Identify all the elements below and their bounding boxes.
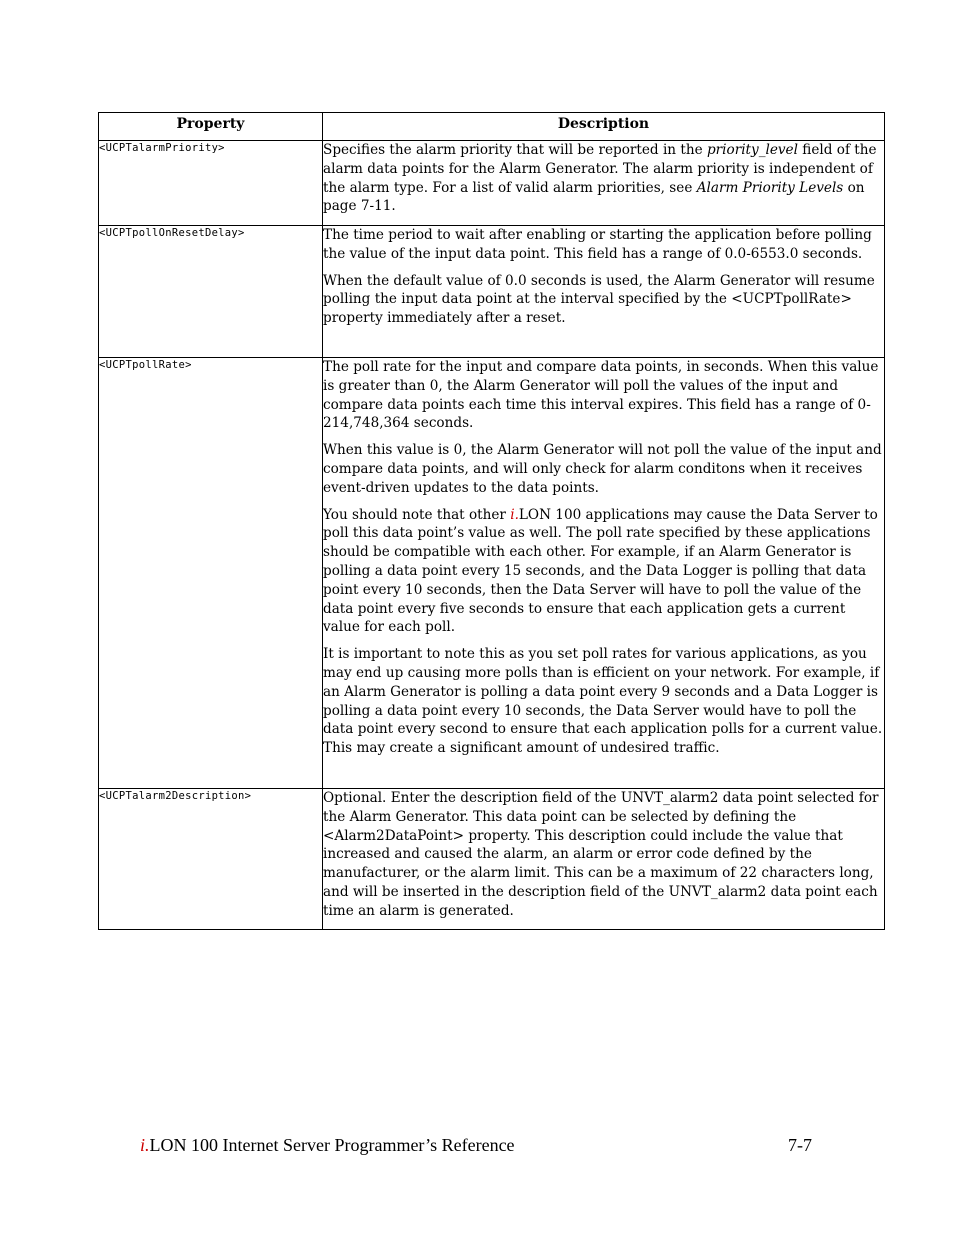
- text-run: Specifies the alarm priority that will be reported in the: [323, 142, 707, 158]
- description-paragraph: [323, 506, 884, 638]
- cross-reference-link[interactable]: Alarm Priority Levels: [696, 179, 844, 196]
- text-run: field of the alarm data points for the Alarm Generator. The alarm priority is independent of the alarm type. For a list of valid alarm priorities, see: [323, 142, 877, 196]
- property-name: <UCPTalarm2Description>: [99, 789, 323, 930]
- property-table: [98, 112, 885, 930]
- text-run: LON 100 applications may cause the Data Server to poll this data point’s value as well. The poll rate specified by these applications should be compatible with each other. For example, if an Alarm Generator is polling a data point every 15 seconds, and the Data Logger is polling that data point every 10 seconds, then the Data Server will have to poll the value of the data point every five seconds to ensure that each application gets a current value for each poll.: [323, 506, 878, 636]
- brand-prefix: i.: [140, 1135, 150, 1155]
- description-paragraph: Optional. Enter the description field of the UNVT_alarm2 data point selected for the Alarm Generator. This data point can be selected by defining the <Alarm2DataPoint> property. This description could include the value that increased and caused the alarm, an alarm or error code defined by the manufacturer, or the alarm limit. This can be a maximum of 22 characters long, and will be inserted in the description field of the UNVT_alarm2 data point each time an alarm is generated.: [323, 790, 879, 919]
- property-description: [323, 141, 885, 226]
- page-footer-title: [140, 1135, 515, 1156]
- property-column-header: Property: [99, 113, 323, 141]
- property-name: <UCPTpollOnResetDelay>: [99, 226, 323, 358]
- property-name: <UCPTpollRate>: [99, 358, 323, 789]
- table-row: [99, 226, 885, 358]
- property-description: [323, 226, 885, 358]
- description-paragraph: The poll rate for the input and compare data points, in seconds. When this value is greater than 0, the Alarm Generator will poll the values of the input and compare data points each time this interval expires. This field has a range of 0-214,748,364 seconds.: [323, 359, 879, 432]
- text-run: You should note that other: [323, 506, 511, 523]
- field-name-emphasis: priority_level: [706, 142, 798, 158]
- page-number: 7-7: [788, 1135, 812, 1155]
- table-row: [99, 141, 885, 226]
- description-column-header: Description: [323, 113, 885, 141]
- property-description: [323, 789, 885, 930]
- table-row: [99, 358, 885, 789]
- description-paragraph: It is important to note this as you set poll rates for various applications, as you may end up causing more polls than is efficient on your network. For example, if an Alarm Generator is polling a data point every 9 seconds and a Data Logger is polling a data point every 10 seconds, the Data Server would have to poll the data point every second to ensure that each application polls for a current value. This may create a significant amount of undesired traffic.: [323, 646, 883, 757]
- document-title: LON 100 Internet Server Programmer’s Reference: [149, 1135, 515, 1155]
- description-paragraph: When the default value of 0.0 seconds is used, the Alarm Generator will resume polling the input data point at the interval specified by the <UCPTpollRate> property immediately after a reset.: [323, 272, 875, 327]
- text-run: on page 7-11.: [323, 179, 865, 215]
- description-paragraph: When this value is 0, the Alarm Generator will not poll the value of the input and compare data points, and will only check for alarm conditons when it receives event-driven updates to the data points.: [323, 442, 882, 496]
- property-name: <UCPTalarmPriority>: [99, 141, 323, 226]
- description-paragraph: The time period to wait after enabling or starting the application before polling the value of the input data point. This field has a range of 0.0-6553.0 seconds.: [323, 227, 872, 262]
- property-description: [323, 358, 885, 789]
- brand-prefix: i.: [510, 506, 519, 523]
- description-paragraph: [323, 141, 884, 216]
- table-row: [99, 789, 885, 930]
- table-header-row: [99, 113, 885, 141]
